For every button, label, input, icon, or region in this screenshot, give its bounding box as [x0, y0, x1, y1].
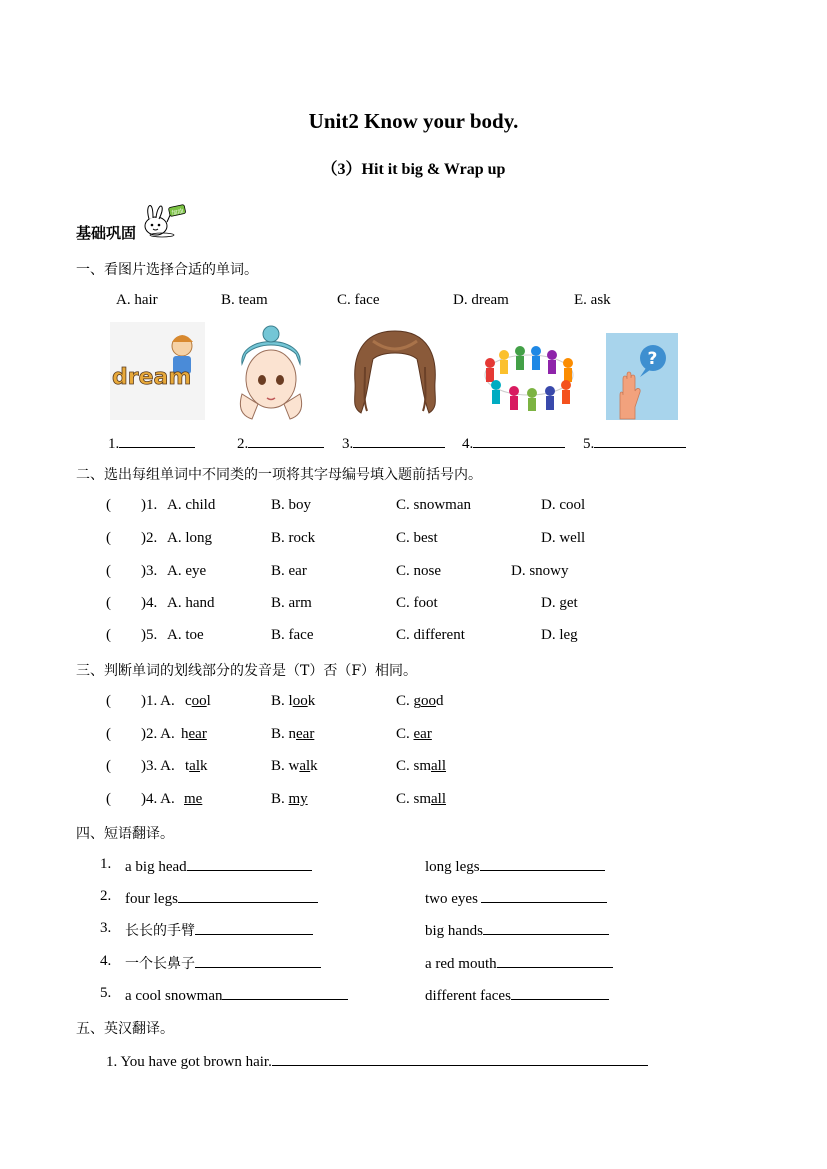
translation-item-1[interactable]: 1. You have got brown hair. — [106, 1051, 648, 1071]
face-picture — [236, 324, 306, 421]
choice-c: C. best — [396, 530, 438, 546]
paren[interactable]: ( — [106, 758, 111, 774]
choice-c: C. nose — [396, 563, 441, 579]
paren[interactable]: ( — [106, 595, 111, 611]
word-b: B. my — [271, 791, 308, 807]
paren[interactable]: ( — [106, 726, 111, 742]
option-a: A. hair — [116, 292, 158, 308]
answer-blank-3[interactable]: 3. — [342, 433, 445, 453]
choice-a: A. eye — [167, 563, 207, 579]
choice-d: D. snowy — [511, 563, 569, 579]
word-b: B. look — [271, 693, 316, 709]
word-a: cool — [185, 693, 211, 709]
answer-blank-2[interactable]: 2. — [237, 433, 324, 453]
paren[interactable]: ( — [106, 693, 111, 709]
dream-picture — [110, 322, 205, 420]
phrase-left[interactable]: 长长的手臂 — [125, 920, 313, 940]
phrase-left[interactable]: a big head — [125, 856, 312, 876]
word-a: talk — [185, 758, 208, 774]
option-e: E. ask — [574, 292, 611, 308]
choice-d: D. cool — [541, 497, 586, 513]
choice-b: B. arm — [271, 595, 312, 611]
basics-label: 基础巩固 — [76, 224, 137, 242]
word-c: C. good — [396, 693, 444, 709]
section-5-heading: 五、英汉翻译。 — [76, 1021, 174, 1037]
choice-c: C. different — [396, 627, 465, 643]
section-4-heading: 四、短语翻译。 — [76, 826, 174, 842]
qnum: )1. A. — [141, 693, 175, 709]
qnum: )5. — [141, 627, 158, 643]
choice-b: B. rock — [271, 530, 316, 546]
qnum: )3. A. — [141, 758, 175, 774]
mascot-tag-text: 加油 — [171, 208, 185, 218]
qnum: )2. — [141, 530, 158, 546]
choice-c: C. foot — [396, 595, 438, 611]
phrase-num: 1. — [100, 856, 112, 872]
choice-b: B. face — [271, 627, 314, 643]
phrase-num: 3. — [100, 920, 112, 936]
ask-picture — [606, 333, 678, 420]
word-a: me — [184, 791, 203, 807]
option-c: C. face — [337, 292, 380, 308]
word-b: B. near — [271, 726, 315, 742]
choice-d: D. leg — [541, 627, 578, 643]
choice-a: A. child — [167, 497, 216, 513]
word-c: C. small — [396, 758, 447, 774]
phrase-left[interactable]: 一个长鼻子 — [125, 953, 321, 973]
question-mark: ? — [647, 349, 658, 369]
page-subtitle: （3）Hit it big & Wrap up — [321, 161, 506, 178]
choice-d: D. get — [541, 595, 578, 611]
page-title: Unit2 Know your body. — [308, 109, 519, 133]
word-c: C. ear — [396, 726, 432, 742]
team-picture — [476, 345, 582, 411]
answer-blank-1[interactable]: 1. — [108, 433, 195, 453]
qnum: )2. A. — [141, 726, 175, 742]
section-2-heading: 二、选出每组单词中不同类的一项将其字母编号填入题前括号内。 — [76, 467, 482, 483]
section-1-heading: 一、看图片选择合适的单词。 — [76, 262, 258, 278]
paren[interactable]: ( — [106, 791, 111, 807]
choice-b: B. boy — [271, 497, 312, 513]
phrase-left[interactable]: four legs — [125, 888, 318, 908]
phrase-left[interactable]: a cool snowman — [125, 985, 348, 1005]
paren[interactable]: ( — [106, 627, 111, 643]
hair-picture — [343, 327, 447, 415]
word-b: B. walk — [271, 758, 318, 774]
dream-word: dream — [112, 365, 192, 390]
choice-d: D. well — [541, 530, 586, 546]
qnum: )3. — [141, 563, 158, 579]
answer-blank-4[interactable]: 4. — [462, 433, 565, 453]
choice-a: A. hand — [167, 595, 215, 611]
phrase-right[interactable]: two eyes — [425, 888, 607, 908]
choice-b: B. ear — [271, 563, 307, 579]
paren[interactable]: ( — [106, 530, 111, 546]
option-d: D. dream — [453, 292, 509, 308]
phrase-num: 5. — [100, 985, 112, 1001]
phrase-right[interactable]: big hands — [425, 920, 609, 940]
choice-a: A. toe — [167, 627, 204, 643]
phrase-right[interactable]: long legs — [425, 856, 605, 876]
rabbit-mascot-icon — [140, 202, 190, 238]
paren[interactable]: ( — [106, 563, 111, 579]
section-3-heading: 三、判断单词的划线部分的发音是（T）否（F）相同。 — [76, 663, 418, 679]
answer-blank-5[interactable]: 5. — [583, 433, 686, 453]
option-b: B. team — [221, 292, 268, 308]
qnum: )4. A. — [141, 791, 175, 807]
word-c: C. small — [396, 791, 447, 807]
paren[interactable]: ( — [106, 497, 111, 513]
word-a: hear — [181, 726, 207, 742]
phrase-num: 4. — [100, 953, 112, 969]
choice-a: A. long — [167, 530, 212, 546]
phrase-right[interactable]: different faces — [425, 985, 609, 1005]
phrase-right[interactable]: a red mouth — [425, 953, 613, 973]
qnum: )1. — [141, 497, 158, 513]
qnum: )4. — [141, 595, 158, 611]
choice-c: C. snowman — [396, 497, 471, 513]
phrase-num: 2. — [100, 888, 112, 904]
